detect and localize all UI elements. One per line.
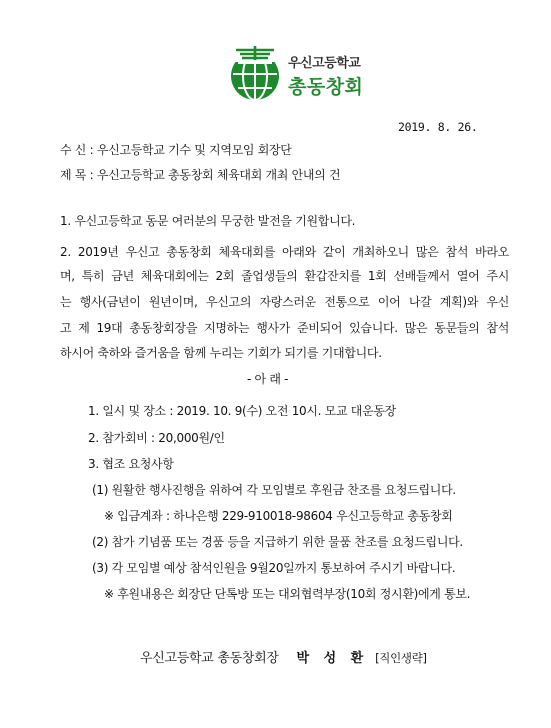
signature-block bbox=[140, 651, 427, 666]
section-separator: - 아 래 - bbox=[247, 372, 289, 386]
paragraph-2-line: 는 행사(금년이 원년이며, 우신고의 자랑스러운 전통으로 이어 나갈 계획)와 우신 bbox=[60, 295, 509, 309]
paragraph-2-line: 2. 2019년 우신고 총동창회 체육대회를 아래와 같이 개최하오니 많은 참석 바라오 bbox=[60, 245, 509, 259]
logo-school-name: 우신고등학교 bbox=[288, 56, 361, 71]
seal-omitted-note: [직인생략] bbox=[375, 651, 427, 665]
president-name: 박 성 환 bbox=[296, 651, 369, 666]
school-emblem-icon bbox=[224, 44, 286, 102]
logo-association-name: 총동창회 bbox=[288, 76, 364, 98]
president-title: 우신고등학교 총동창회장 bbox=[140, 651, 279, 666]
subject-line: 제 목 : 우신고등학교 총동창회 체육대회 개최 안내의 건 bbox=[60, 168, 341, 182]
item-cooperation: 3. 협조 요청사항 bbox=[88, 457, 174, 471]
report-note: ※ 후원내용은 회장단 단톡방 또는 대외협력부장(10회 정시환)에게 통보. bbox=[104, 587, 471, 601]
sub-item-sponsorship: (1) 원활한 행사진행을 위하여 각 모임별로 후원금 찬조를 요청드립니다. bbox=[92, 483, 456, 497]
sub-item-attendance: (3) 각 모임별 예상 참석인원을 9월20일까지 통보하여 주시기 바랍니다. bbox=[92, 561, 456, 575]
document-date: 2019. 8. 26. bbox=[398, 120, 478, 134]
sub-item-goods: (2) 참가 기념품 또는 경품 등을 지급하기 위한 물품 찬조를 요청드립니다. bbox=[92, 535, 463, 549]
alumni-logo bbox=[224, 44, 384, 104]
bank-account-note: ※ 입금계좌 : 하나은행 229-910018-98604 우신고등학교 총동창회 bbox=[104, 509, 453, 523]
paragraph-2-line: 고 제 19대 총동창회장을 지명하는 행사가 준비되어 있습니다. 많은 동문들의 참석 bbox=[60, 321, 509, 335]
paragraph-1: 1. 우신고등학교 동문 여러분의 무궁한 발전을 기원합니다. bbox=[60, 214, 356, 228]
item-fee: 2. 참가회비 : 20,000원/인 bbox=[88, 431, 225, 445]
recipient-line: 수 신 : 우신고등학교 기수 및 지역모임 회장단 bbox=[60, 143, 292, 157]
paragraph-2-line: 며, 특히 금년 체육대회에는 2회 졸업생들의 환갑잔치를 1회 선배들께서 열어 주시 bbox=[60, 269, 509, 283]
paragraph-2-line: 하시어 축하와 즐거움을 함께 누리는 기회가 되기를 기대합니다. bbox=[60, 346, 382, 360]
item-date-place: 1. 일시 및 장소 : 2019. 10. 9(수) 오전 10시. 모교 대운동장 bbox=[88, 404, 396, 418]
